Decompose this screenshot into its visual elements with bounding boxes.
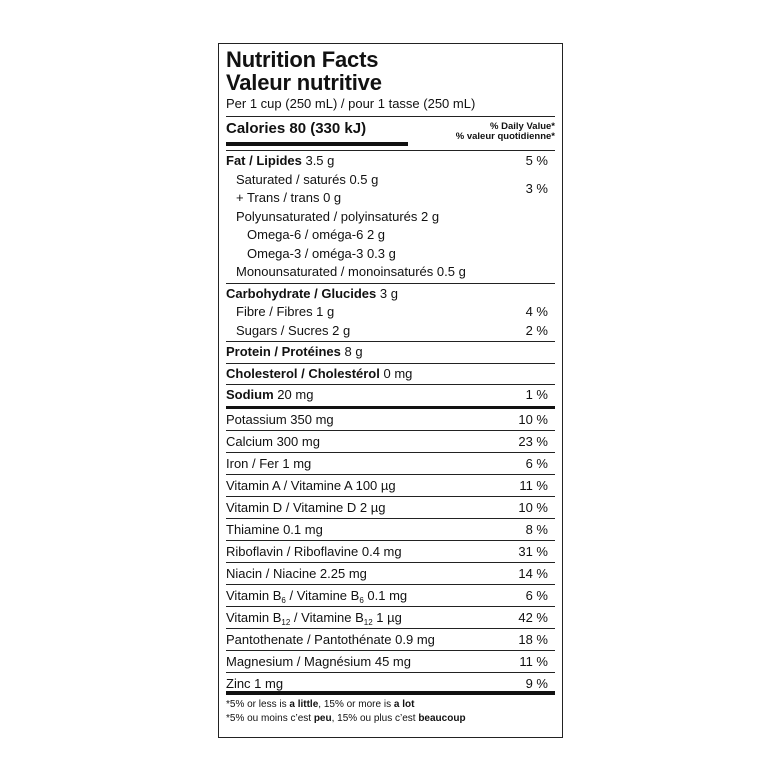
- micronutrient-label: Pantothenate / Pantothénate 0.9 mg: [226, 631, 435, 647]
- vitamin-b12-row: [226, 607, 555, 629]
- cholesterol-name: Cholesterol / Cholestérol: [226, 365, 380, 381]
- micronutrient-pct: 10 %: [518, 499, 548, 515]
- sodium-row: [226, 385, 555, 409]
- fibre-label: Fibre / Fibres 1 g: [236, 304, 335, 319]
- micronutrient-pct: 14 %: [518, 565, 548, 581]
- b6-pct: 6 %: [525, 587, 548, 603]
- fat-pct: 5 %: [525, 153, 548, 168]
- b6-label-a: Vitamin B: [226, 587, 282, 603]
- micronutrient-label: Iron / Fer 1 mg: [226, 455, 312, 471]
- micronutrient-row: [226, 673, 555, 695]
- micronutrient-label: Calcium 300 mg: [226, 433, 320, 449]
- micronutrient-row: [226, 475, 555, 497]
- micronutrient-pct: 11 %: [519, 477, 548, 493]
- b6-label-b: / Vitamine B: [285, 587, 360, 603]
- mono-row: Monounsaturated / monoinsaturés 0.5 g: [236, 264, 466, 279]
- fn-en-d: a lot: [393, 698, 415, 710]
- micronutrient-pct: 31 %: [518, 543, 548, 559]
- b12-pct: 42 %: [518, 609, 548, 625]
- fn-fr-c: , 15% ou plus c’est: [331, 712, 419, 724]
- protein-name: Protein / Protéines: [226, 344, 341, 359]
- fat-row: [226, 152, 555, 171]
- poly-row: Polyunsaturated / polyinsaturés 2 g: [236, 208, 440, 224]
- micronutrient-label: Riboflavin / Riboflavine 0.4 mg: [226, 543, 402, 559]
- micronutrient-row: [226, 629, 555, 651]
- omega3-row: Omega-3 / oméga-3 0.3 g: [247, 245, 396, 261]
- micronutrient-pct: 9 %: [525, 675, 548, 691]
- sugars-pct: 2 %: [525, 322, 548, 338]
- calories: Calories 80 (330 kJ): [226, 117, 408, 146]
- carb-section: [226, 284, 555, 343]
- b12-label-b: / Vitamine B: [290, 609, 364, 625]
- b12-label-a: Vitamin B: [226, 609, 282, 625]
- nutrition-facts-label: [218, 43, 563, 738]
- micronutrient-row: [226, 453, 555, 475]
- vitamin-b6-row: [226, 585, 555, 607]
- micronutrient-row: [226, 497, 555, 519]
- omega6-row: Omega-6 / oméga-6 2 g: [247, 227, 386, 242]
- fn-fr-d: beaucoup: [418, 712, 466, 724]
- micronutrient-list: [226, 409, 555, 585]
- fn-en-a: *5% or less is: [226, 698, 290, 710]
- micronutrient-row: [226, 651, 555, 673]
- micronutrient-row: [226, 519, 555, 541]
- daily-value-header: [456, 117, 555, 142]
- b12-sub: 12: [281, 617, 291, 627]
- fn-en-b: a little: [289, 698, 319, 710]
- b6-sub: 6: [281, 595, 286, 605]
- daily-value-fr: % valeur quotidienne*: [455, 131, 555, 142]
- micronutrient-pct: 18 %: [518, 631, 548, 647]
- micronutrient-label: Magnesium / Magnésium 45 mg: [226, 653, 411, 669]
- micronutrient-pct: 8 %: [525, 521, 548, 537]
- micronutrient-label: Potassium 350 mg: [226, 411, 334, 427]
- serving-size: Per 1 cup (250 mL) / pour 1 tasse (250 mL): [226, 96, 555, 117]
- sat-trans-group: [226, 171, 555, 208]
- trans-row: + Trans / trans 0 g: [236, 190, 342, 205]
- micronutrient-list-2: [226, 629, 555, 695]
- cholesterol-amount: 0 mg: [383, 365, 413, 381]
- micronutrient-label: Niacin / Niacine 2.25 mg: [226, 565, 367, 581]
- fibre-pct: 4 %: [525, 304, 548, 319]
- sodium-name: Sodium: [226, 387, 274, 402]
- protein-amount: 8 g: [344, 344, 363, 359]
- micronutrient-row: [226, 563, 555, 585]
- sodium-pct: 1 %: [525, 387, 548, 402]
- micronutrient-pct: 10 %: [518, 411, 548, 427]
- saturated-row: Saturated / saturés 0.5 g: [236, 171, 379, 187]
- fn-fr-a: *5% ou moins c’est: [226, 712, 314, 724]
- b12-label-c: 1 µg: [372, 609, 402, 625]
- micronutrient-pct: 6 %: [525, 455, 548, 471]
- sugars-label: Sugars / Sucres 2 g: [236, 322, 351, 338]
- sodium-amount: 20 mg: [277, 387, 314, 402]
- title-en: Nutrition Facts: [226, 47, 379, 72]
- fat-name: Fat / Lipides: [226, 153, 302, 168]
- cholesterol-row: [226, 364, 555, 386]
- sat-trans-pct: 3 %: [525, 180, 548, 196]
- fn-fr-b: peu: [313, 712, 332, 724]
- micronutrient-row: [226, 541, 555, 563]
- footnote: [226, 695, 555, 726]
- fat-section: [226, 151, 555, 284]
- micronutrient-pct: 11 %: [519, 653, 548, 669]
- footnote-en: [226, 698, 555, 712]
- protein-row: [226, 342, 555, 364]
- micronutrient-row: [226, 409, 555, 431]
- micronutrient-label: Vitamin D / Vitamine D 2 µg: [226, 499, 386, 515]
- micronutrient-pct: 23 %: [518, 433, 548, 449]
- micronutrient-label: Thiamine 0.1 mg: [226, 521, 323, 537]
- fn-en-c: , 15% or more is: [318, 698, 394, 710]
- fibre-row: [226, 303, 555, 322]
- daily-value-en: % Daily Value*: [490, 121, 555, 132]
- fat-amount: 3.5 g: [305, 153, 335, 168]
- micronutrient-label: Zinc 1 mg: [226, 675, 284, 691]
- b6-sub2: 6: [359, 595, 364, 605]
- footnote-fr: [226, 712, 555, 726]
- sugars-row: [226, 322, 555, 341]
- micronutrient-row: [226, 431, 555, 453]
- carb-name: Carbohydrate / Glucides: [226, 285, 377, 301]
- carb-row: [226, 285, 555, 304]
- b6-label-c: 0.1 mg: [363, 587, 408, 603]
- title-fr: Valeur nutritive: [226, 70, 382, 95]
- calories-row: [226, 117, 555, 151]
- b12-sub2: 12: [363, 617, 373, 627]
- carb-amount: 3 g: [379, 285, 398, 301]
- micronutrient-label: Vitamin A / Vitamine A 100 µg: [226, 477, 396, 493]
